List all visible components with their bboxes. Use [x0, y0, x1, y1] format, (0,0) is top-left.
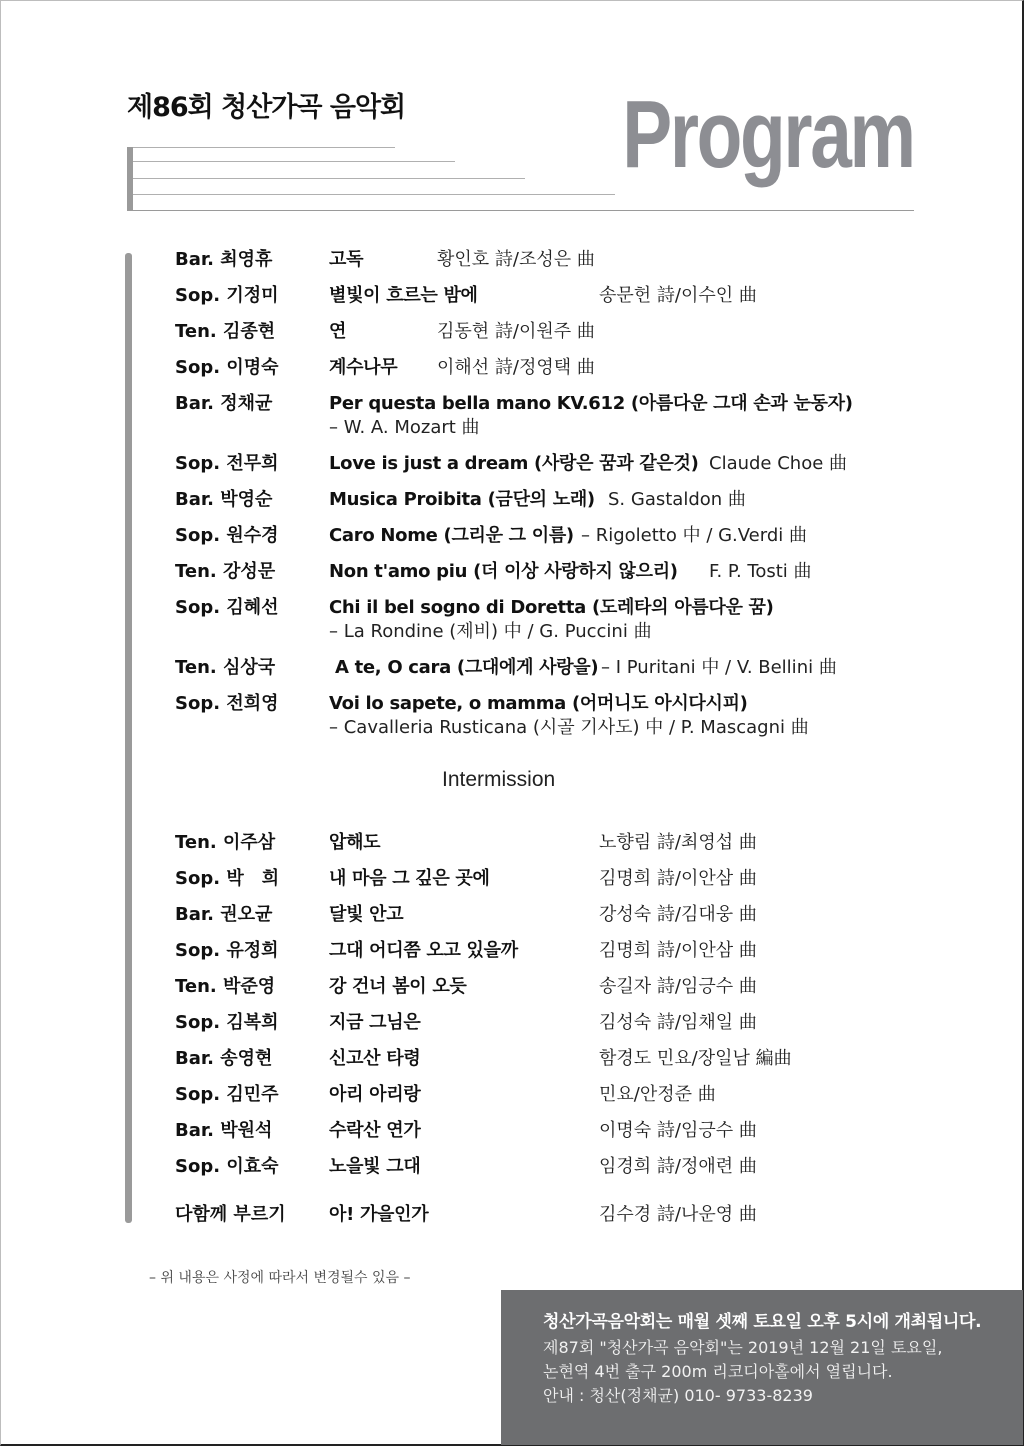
concert-title: 제86회 청산가곡 음악회	[127, 92, 406, 123]
performer: Ten. 김종현	[175, 321, 276, 342]
performer: Bar. 박원석	[175, 1120, 273, 1141]
header-decoration-bar	[127, 147, 133, 211]
song-title: 아리 아리랑	[329, 1084, 421, 1105]
song-credit: – I Puritani 中 / V. Bellini 曲	[601, 657, 837, 678]
header-rule	[133, 210, 914, 211]
performer: Sop. 전무희	[175, 453, 279, 474]
song-title: 압해도	[329, 832, 381, 853]
performer: Sop. 박 희	[175, 868, 280, 889]
song-credit: – La Rondine (제비) 中 / G. Puccini 曲	[329, 621, 652, 642]
change-notice: – 위 내용은 사정에 따라서 변경될수 있음 –	[149, 1270, 411, 1286]
song-title: 내 마음 그 깊은 곳에	[329, 868, 490, 889]
song-credit: F. P. Tosti 曲	[709, 561, 812, 582]
song-title: 아! 가을인가	[329, 1204, 429, 1225]
song-title: Non t'amo piu (더 이상 사랑하지 않으리)	[329, 561, 678, 582]
program-heading: Program	[622, 81, 914, 188]
song-credit: 이명숙 詩/임긍수 曲	[599, 1120, 757, 1141]
song-title: 노을빛 그대	[329, 1156, 421, 1177]
performer: Ten. 이주삼	[175, 832, 276, 853]
song-title: 별빛이 흐르는 밤에	[329, 285, 478, 306]
song-title: Caro Nome (그리운 그 이름)	[329, 525, 574, 546]
song-credit: 송문헌 詩/이수인 曲	[599, 285, 757, 306]
performer: Bar. 박영순	[175, 489, 273, 510]
performer: Sop. 기정미	[175, 285, 279, 306]
song-credit: 송길자 詩/임긍수 曲	[599, 976, 757, 997]
performer: Sop. 김민주	[175, 1084, 279, 1105]
song-credit: 함경도 민요/장일남 編曲	[599, 1048, 792, 1069]
info-box	[501, 1290, 1023, 1445]
song-credit: – Rigoletto 中 / G.Verdi 曲	[581, 525, 807, 546]
song-title: 고독	[329, 249, 364, 270]
header-decoration-line	[133, 161, 455, 162]
info-line: 제87회 "청산가곡 음악회"는 2019년 12월 21일 토요일,	[543, 1338, 943, 1357]
performer: Sop. 이명숙	[175, 357, 279, 378]
performer: Ten. 심상국	[175, 657, 276, 678]
song-title: 신고산 타령	[329, 1048, 421, 1069]
song-credit: 이해선 詩/정영택 曲	[437, 357, 595, 378]
performer: Sop. 이효숙	[175, 1156, 279, 1177]
song-credit: 노향림 詩/최영섭 曲	[599, 832, 757, 853]
song-title: Per questa bella mano KV.612 (아름다운 그대 손과 눈동자)	[329, 393, 853, 414]
song-title: Love is just a dream (사랑은 꿈과 같은것)	[329, 453, 699, 474]
song-credit: 김성숙 詩/임채일 曲	[599, 1012, 757, 1033]
song-title: 강 건너 봄이 오듯	[329, 976, 467, 997]
performer: Bar. 정채균	[175, 393, 273, 414]
performer: Sop. 전희영	[175, 693, 279, 714]
song-credit: 강성숙 詩/김대웅 曲	[599, 904, 757, 925]
song-credit: 김수경 詩/나운영 曲	[599, 1204, 757, 1225]
song-credit: 민요/안정준 曲	[599, 1084, 716, 1105]
header-decoration-line	[133, 147, 395, 148]
song-title: Chi il bel sogno di Doretta (도레타의 아름다운 꿈)	[329, 597, 774, 618]
performer: Bar. 송영현	[175, 1048, 273, 1069]
program-side-bar	[125, 253, 132, 1223]
song-title: Musica Proibita (금단의 노래)	[329, 489, 595, 510]
performer: Ten. 강성문	[175, 561, 276, 582]
song-title: 계수나무	[329, 357, 398, 378]
performer: Sop. 김복희	[175, 1012, 279, 1033]
performer: Sop. 원수경	[175, 525, 279, 546]
info-line: 논현역 4번 출구 200m 리코디아홀에서 열립니다.	[543, 1362, 893, 1381]
header-decoration-line	[133, 178, 525, 179]
song-credit: – W. A. Mozart 曲	[329, 417, 480, 438]
song-title: 수락산 연가	[329, 1120, 421, 1141]
intermission-label: Intermission	[442, 768, 556, 791]
song-title: A te, O cara (그대에게 사랑을)	[335, 657, 599, 678]
info-headline: 청산가곡음악회는 매월 셋째 토요일 오후 5시에 개최됩니다.	[543, 1312, 982, 1332]
performer: Sop. 김혜선	[175, 597, 279, 618]
song-credit: 황인호 詩/조성은 曲	[437, 249, 595, 270]
song-title: 지금 그님은	[329, 1012, 421, 1033]
song-credit: 김동현 詩/이원주 曲	[437, 321, 595, 342]
song-credit: S. Gastaldon 曲	[608, 489, 746, 510]
song-credit: Claude Choe 曲	[709, 453, 848, 474]
performer: Bar. 최영휴	[175, 249, 273, 270]
song-credit: – Cavalleria Rusticana (시골 기사도) 中 / P. Mascagni 曲	[329, 717, 809, 738]
song-credit: 김명희 詩/이안삼 曲	[599, 940, 757, 961]
info-contact: 안내 : 청산(정채균) 010- 9733-8239	[543, 1386, 813, 1405]
song-title: Voi lo sapete, o mamma (어머니도 아시다시피)	[329, 693, 748, 714]
song-title: 그대 어디쯤 오고 있을까	[329, 940, 518, 961]
header-decoration-line	[133, 194, 615, 195]
performer: Sop. 유정희	[175, 940, 279, 961]
song-credit: 김명희 詩/이안삼 曲	[599, 868, 757, 889]
performer: Ten. 박준영	[175, 976, 276, 997]
song-title: 연	[329, 321, 347, 342]
performer: Bar. 권오균	[175, 904, 273, 925]
song-credit: 임경희 詩/정애련 曲	[599, 1156, 757, 1177]
song-title: 달빛 안고	[329, 904, 404, 925]
performer: 다함께 부르기	[175, 1204, 286, 1225]
